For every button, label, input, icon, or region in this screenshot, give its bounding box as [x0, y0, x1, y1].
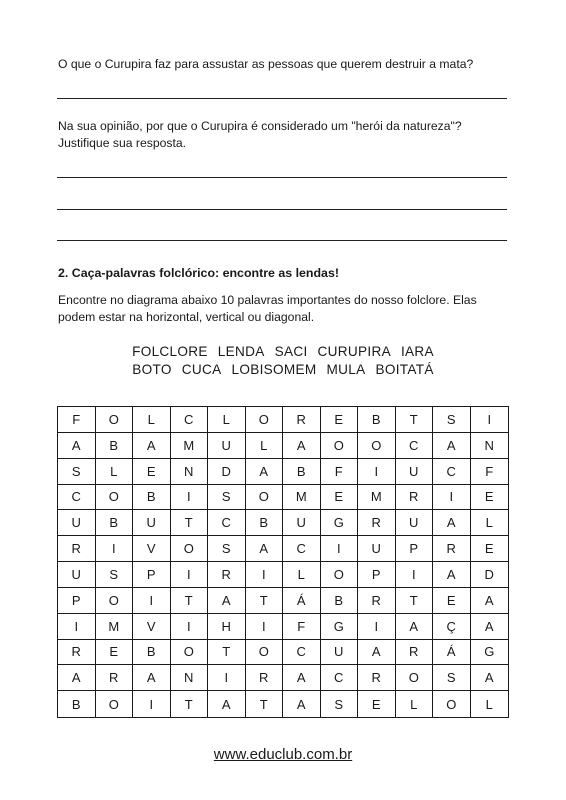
grid-cell[interactable]: D [208, 459, 246, 485]
grid-cell[interactable]: Á [283, 588, 321, 614]
grid-cell[interactable]: I [321, 536, 359, 562]
answer-line[interactable] [57, 240, 507, 241]
grid-cell[interactable]: C [283, 640, 321, 666]
question-curupira-scare: O que o Curupira faz para assustar as pessoas que querem destruir a mata? [58, 57, 474, 71]
grid-cell[interactable]: O [396, 665, 434, 691]
grid-cell[interactable]: I [246, 614, 284, 640]
grid-cell[interactable]: P [396, 536, 434, 562]
grid-cell[interactable]: O [433, 691, 471, 717]
grid-cell[interactable]: C [433, 459, 471, 485]
grid-cell[interactable]: S [96, 562, 134, 588]
grid-cell[interactable]: L [208, 407, 246, 433]
grid-cell[interactable]: A [471, 588, 509, 614]
grid-cell[interactable]: T [246, 691, 284, 717]
grid-cell[interactable]: S [58, 459, 96, 485]
grid-cell[interactable]: A [358, 640, 396, 666]
grid-cell[interactable]: G [471, 640, 509, 666]
grid-cell[interactable]: P [133, 562, 171, 588]
grid-cell[interactable]: A [246, 459, 284, 485]
grid-cell[interactable]: F [58, 407, 96, 433]
question-curupira-hero: Na sua opinião, por que o Curupira é considerado um "herói da natureza"? Justifique sua resposta. [58, 119, 462, 150]
grid-cell[interactable]: I [96, 536, 134, 562]
grid-cell[interactable]: O [321, 562, 359, 588]
grid-cell[interactable]: N [471, 433, 509, 459]
grid-cell[interactable]: S [433, 407, 471, 433]
grid-cell[interactable]: E [133, 459, 171, 485]
word-bank-item: CUCA [181, 362, 222, 377]
grid-cell[interactable]: E [96, 640, 134, 666]
grid-cell[interactable]: R [358, 510, 396, 536]
grid-cell[interactable]: I [133, 588, 171, 614]
grid-cell[interactable]: O [321, 433, 359, 459]
grid-cell[interactable]: O [246, 485, 284, 511]
grid-cell[interactable]: R [283, 407, 321, 433]
grid-cell[interactable]: U [358, 536, 396, 562]
grid-cell[interactable]: R [58, 536, 96, 562]
grid-cell[interactable]: I [396, 562, 434, 588]
grid-cell[interactable]: U [133, 510, 171, 536]
grid-cell[interactable]: A [133, 665, 171, 691]
grid-cell[interactable]: U [208, 433, 246, 459]
grid-cell[interactable]: U [321, 640, 359, 666]
grid-cell[interactable]: A [433, 433, 471, 459]
grid-cell[interactable]: T [171, 691, 209, 717]
grid-cell[interactable]: A [246, 536, 284, 562]
grid-cell[interactable]: V [133, 614, 171, 640]
word-bank-item: SACI [274, 344, 308, 359]
grid-cell[interactable]: G [321, 614, 359, 640]
grid-cell[interactable]: P [358, 562, 396, 588]
grid-cell[interactable]: T [396, 407, 434, 433]
grid-cell[interactable]: S [433, 665, 471, 691]
grid-cell[interactable]: L [246, 433, 284, 459]
grid-cell[interactable]: S [208, 536, 246, 562]
grid-cell[interactable]: A [208, 588, 246, 614]
grid-cell[interactable]: O [96, 407, 134, 433]
grid-cell[interactable]: S [321, 691, 359, 717]
grid-cell[interactable]: I [246, 562, 284, 588]
grid-cell[interactable]: I [358, 459, 396, 485]
grid-cell[interactable]: M [96, 614, 134, 640]
grid-cell[interactable]: F [321, 459, 359, 485]
grid-cell[interactable]: C [58, 485, 96, 511]
grid-cell[interactable]: B [133, 485, 171, 511]
grid-cell[interactable]: I [208, 665, 246, 691]
grid-cell[interactable]: I [358, 614, 396, 640]
word-bank-row [0, 362, 566, 377]
grid-cell[interactable]: C [208, 510, 246, 536]
word-bank-item: BOTO [132, 362, 172, 377]
grid-cell[interactable]: R [358, 665, 396, 691]
grid-cell[interactable]: M [283, 485, 321, 511]
word-bank-item: IARA [400, 344, 434, 359]
grid-cell[interactable]: R [58, 640, 96, 666]
grid-cell[interactable]: I [171, 485, 209, 511]
grid-cell[interactable]: B [358, 407, 396, 433]
grid-cell[interactable]: U [58, 562, 96, 588]
grid-cell[interactable]: Á [433, 640, 471, 666]
grid-cell[interactable]: D [471, 562, 509, 588]
grid-cell[interactable]: T [171, 510, 209, 536]
grid-cell[interactable]: Ç [433, 614, 471, 640]
word-bank-item: LENDA [217, 344, 265, 359]
grid-cell[interactable]: N [171, 459, 209, 485]
grid-cell[interactable]: E [471, 536, 509, 562]
grid-cell[interactable]: I [171, 614, 209, 640]
answer-line[interactable] [57, 98, 507, 99]
grid-cell[interactable]: C [396, 433, 434, 459]
grid-cell[interactable]: U [396, 459, 434, 485]
grid-cell[interactable]: T [396, 588, 434, 614]
grid-cell[interactable]: O [96, 691, 134, 717]
grid-cell[interactable]: N [171, 665, 209, 691]
grid-cell[interactable]: P [58, 588, 96, 614]
grid-cell[interactable]: G [321, 510, 359, 536]
grid-cell[interactable]: R [433, 536, 471, 562]
grid-cell[interactable]: E [321, 407, 359, 433]
word-bank-item: CURUPIRA [317, 344, 391, 359]
grid-cell[interactable]: L [471, 510, 509, 536]
grid-cell[interactable]: O [246, 407, 284, 433]
grid-cell[interactable]: I [133, 691, 171, 717]
grid-cell[interactable]: R [246, 665, 284, 691]
grid-cell[interactable]: A [58, 665, 96, 691]
grid-cell[interactable]: V [133, 536, 171, 562]
grid-cell[interactable]: A [433, 510, 471, 536]
grid-cell[interactable]: A [283, 665, 321, 691]
grid-cell[interactable]: I [58, 614, 96, 640]
word-bank-item: LOBISOMEM [231, 362, 317, 377]
grid-cell[interactable]: A [208, 691, 246, 717]
grid-cell[interactable]: A [433, 562, 471, 588]
grid-cell[interactable]: I [171, 562, 209, 588]
word-bank-item: BOITATÁ [375, 362, 434, 377]
answer-line[interactable] [57, 209, 507, 210]
grid-cell[interactable]: O [96, 485, 134, 511]
section-title: 2. Caça-palavras folclórico: encontre as lendas! [58, 266, 339, 280]
grid-cell[interactable]: M [171, 433, 209, 459]
grid-cell[interactable]: R [396, 485, 434, 511]
grid-cell[interactable]: L [283, 562, 321, 588]
section-instructions: Encontre no diagrama abaixo 10 palavras importantes do nosso folclore. Elas podem estar na horizontal, vertical ou diagonal. [58, 293, 477, 324]
grid-cell[interactable]: L [133, 407, 171, 433]
grid-cell[interactable]: S [208, 485, 246, 511]
grid-cell[interactable]: M [358, 485, 396, 511]
grid-cell[interactable]: O [96, 588, 134, 614]
grid-cell[interactable]: U [283, 510, 321, 536]
grid-cell[interactable]: F [471, 459, 509, 485]
grid-cell[interactable]: F [283, 614, 321, 640]
grid-cell[interactable]: R [358, 588, 396, 614]
grid-cell[interactable]: A [396, 614, 434, 640]
word-bank-item: FOLCLORE [132, 344, 208, 359]
grid-cell[interactable]: L [396, 691, 434, 717]
grid-cell[interactable]: A [133, 433, 171, 459]
grid-cell[interactable]: O [171, 640, 209, 666]
word-bank-row [0, 344, 566, 359]
grid-cell[interactable]: B [133, 640, 171, 666]
word-search-grid [57, 406, 509, 718]
grid-cell[interactable]: A [58, 433, 96, 459]
grid-cell[interactable]: B [96, 433, 134, 459]
footer-website-link[interactable]: www.educlub.com.br [213, 746, 353, 763]
grid-cell[interactable]: B [96, 510, 134, 536]
grid-cell[interactable]: A [471, 614, 509, 640]
grid-cell[interactable]: R [208, 562, 246, 588]
grid-cell[interactable]: B [58, 691, 96, 717]
grid-cell[interactable]: A [283, 433, 321, 459]
grid-cell[interactable]: R [96, 665, 134, 691]
grid-cell[interactable]: C [171, 407, 209, 433]
grid-cell[interactable]: B [246, 510, 284, 536]
answer-line[interactable] [57, 177, 507, 178]
grid-cell[interactable]: I [471, 407, 509, 433]
grid-cell[interactable]: T [171, 588, 209, 614]
grid-cell[interactable]: B [283, 459, 321, 485]
grid-cell[interactable]: E [471, 485, 509, 511]
grid-cell[interactable]: T [246, 588, 284, 614]
grid-cell[interactable]: I [433, 485, 471, 511]
grid-cell[interactable]: T [208, 640, 246, 666]
grid-cell[interactable]: E [433, 588, 471, 614]
grid-cell[interactable]: U [396, 510, 434, 536]
grid-cell[interactable]: B [321, 588, 359, 614]
grid-cell[interactable]: H [208, 614, 246, 640]
word-bank-item: MULA [326, 362, 366, 377]
grid-cell[interactable]: A [283, 691, 321, 717]
grid-cell[interactable]: O [171, 536, 209, 562]
grid-cell[interactable]: O [246, 640, 284, 666]
grid-cell[interactable]: O [358, 433, 396, 459]
grid-cell[interactable]: A [471, 665, 509, 691]
grid-cell[interactable]: L [485, 696, 493, 712]
grid-cell[interactable]: U [58, 510, 96, 536]
grid-cell[interactable]: E [321, 485, 359, 511]
word-bank [0, 344, 566, 377]
grid-cell[interactable]: L [96, 459, 134, 485]
grid-cell[interactable]: C [283, 536, 321, 562]
grid-cell[interactable]: C [321, 665, 359, 691]
grid-cell[interactable]: R [396, 640, 434, 666]
grid-cell[interactable]: E [358, 691, 396, 717]
